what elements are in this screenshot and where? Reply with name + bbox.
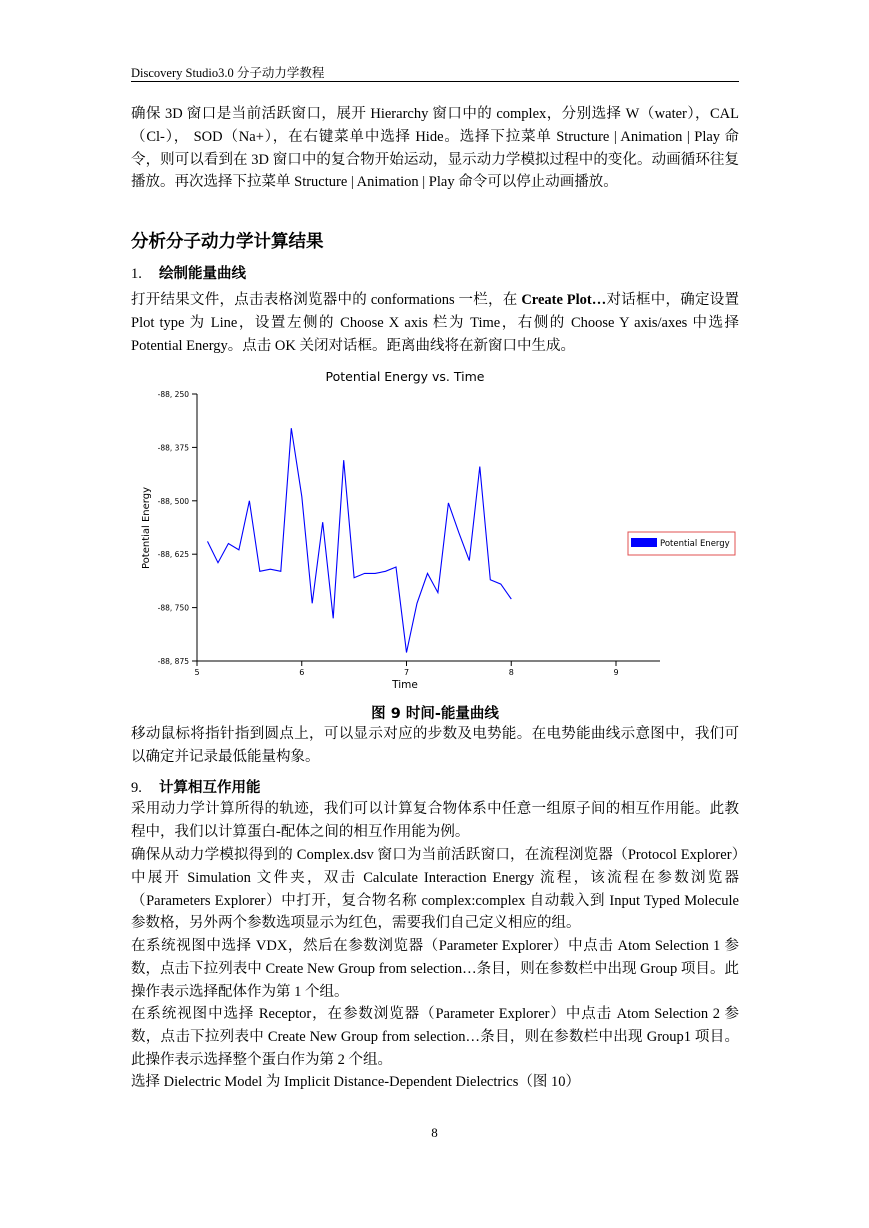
dialog-name: Create Plot…	[521, 292, 607, 308]
subheading-interaction-energy	[131, 776, 261, 797]
x-tick-label: 5	[194, 668, 200, 677]
paragraph-animation: 确保 3D 窗口是当前活跃窗口，展开 Hierarchy 窗口中的 complex，分别选择 W（water），CAL（Cl-）， SOD（Na+），在右键菜单中选择 Hide。选择下拉菜单 Structure | Animation | Play 命令，则可以看到在 3D 窗口中的复合物开始运动，显示动力学模拟过程中的变化。动画循环往复播放。再次选择下拉菜单 Structure | Animation | Play 命令可以停止动画播放。	[131, 106, 739, 191]
page-number: 8	[431, 1125, 438, 1140]
chart-legend	[628, 532, 735, 555]
chart-series	[208, 428, 512, 652]
section-heading: 分析分子动力学计算结果	[131, 232, 324, 252]
y-tick-label: -88, 750	[157, 603, 189, 613]
subheading-title: 计算相互作用能	[159, 780, 261, 796]
paragraph-create-plot	[131, 289, 739, 357]
subheading-energy-curve	[131, 262, 246, 283]
paragraph-text: 打开结果文件，点击表格浏览器中的 conformations 一栏，在	[131, 292, 522, 308]
y-tick-label: -88, 625	[157, 550, 189, 560]
paragraph-text: 对话框中，确定设置 Plot type 为 Line，设置左侧的 Choose X axis 栏为 Time，右侧的 Choose Y axis/axes 中选择 Potential Energy。点击 OK 关闭对话框。距离曲线将在新窗口中生成。	[131, 292, 739, 354]
legend-swatch	[631, 538, 657, 547]
subheading-number: 9.	[131, 780, 142, 796]
x-tick-label: 7	[403, 668, 410, 677]
y-tick-label: -88, 500	[157, 496, 189, 506]
chart-axes	[197, 394, 660, 661]
legend-label: Potential Energy	[660, 539, 730, 549]
paragraph-mouse-hover: 移动鼠标将指针指到圆点上，可以显示对应的步数及电势能。在电势能曲线示意图中，我们可以确定并记录最低能量构象。	[131, 726, 739, 765]
energy-time-chart	[131, 364, 741, 694]
y-tick-label: -88, 875	[157, 657, 189, 666]
header-rule	[131, 81, 739, 82]
series-line	[208, 428, 512, 652]
x-tick-label: 9	[613, 668, 619, 677]
paragraph-dielectric-model: 选择 Dielectric Model 为 Implicit Distance-Dependent Dielectrics（图 10）	[131, 1074, 580, 1090]
subheading-number: 1.	[131, 266, 142, 282]
subheading-title: 绘制能量曲线	[159, 266, 246, 282]
running-header: Discovery Studio3.0 分子动力学教程	[131, 66, 325, 80]
chart-ticks	[158, 390, 619, 677]
y-tick-label: -88, 250	[157, 390, 189, 399]
x-axis-label: Time	[392, 679, 418, 691]
y-tick-label: -88, 375	[157, 443, 189, 453]
x-tick-label: 8	[508, 668, 514, 677]
paragraph-atom-selection-1: 在系统视图中选择 VDX，然后在参数浏览器（Parameter Explorer）中点击 Atom Selection 1 参数，点击下拉列表中 Create New Group from selection…条目，则在参数栏中出现 Group 项目。此操作表示选择配体作为第 1 个组。	[131, 938, 739, 1000]
chart-title: Potential Energy vs. Time	[325, 369, 485, 384]
paragraph-intro-interaction: 采用动力学计算所得的轨迹，我们可以计算复合物体系中任意一组原子间的相互作用能。此教程中，我们以计算蛋白-配体之间的相互作用能为例。	[131, 801, 739, 840]
y-axis-label: Potential Energy	[141, 487, 152, 569]
figure-caption: 图 9 时间-能量曲线	[371, 706, 499, 722]
paragraph-atom-selection-2: 在系统视图中选择 Receptor，在参数浏览器（Parameter Explorer）中点击 Atom Selection 2 参数，点击下拉列表中 Create New Group from selection…条目，则在参数栏中出现 Group1 项目。此操作表示选择整个蛋白作为第 2 个组。	[131, 1006, 739, 1068]
x-tick-label: 6	[299, 668, 305, 677]
paragraph-protocol-explorer: 确保从动力学模拟得到的 Complex.dsv 窗口为当前活跃窗口，在流程浏览器（Protocol Explorer）中展开 Simulation 文件夹，双击 Calculate Interaction Energy 流程，该流程在参数浏览器（Parameters Explorer）中打开，复合物名称 complex:complex 自动载入到 Input Typed Molecule 参数格，另外两个参数选项显示为红色，需要我们自己定义相应的组。	[131, 847, 739, 932]
